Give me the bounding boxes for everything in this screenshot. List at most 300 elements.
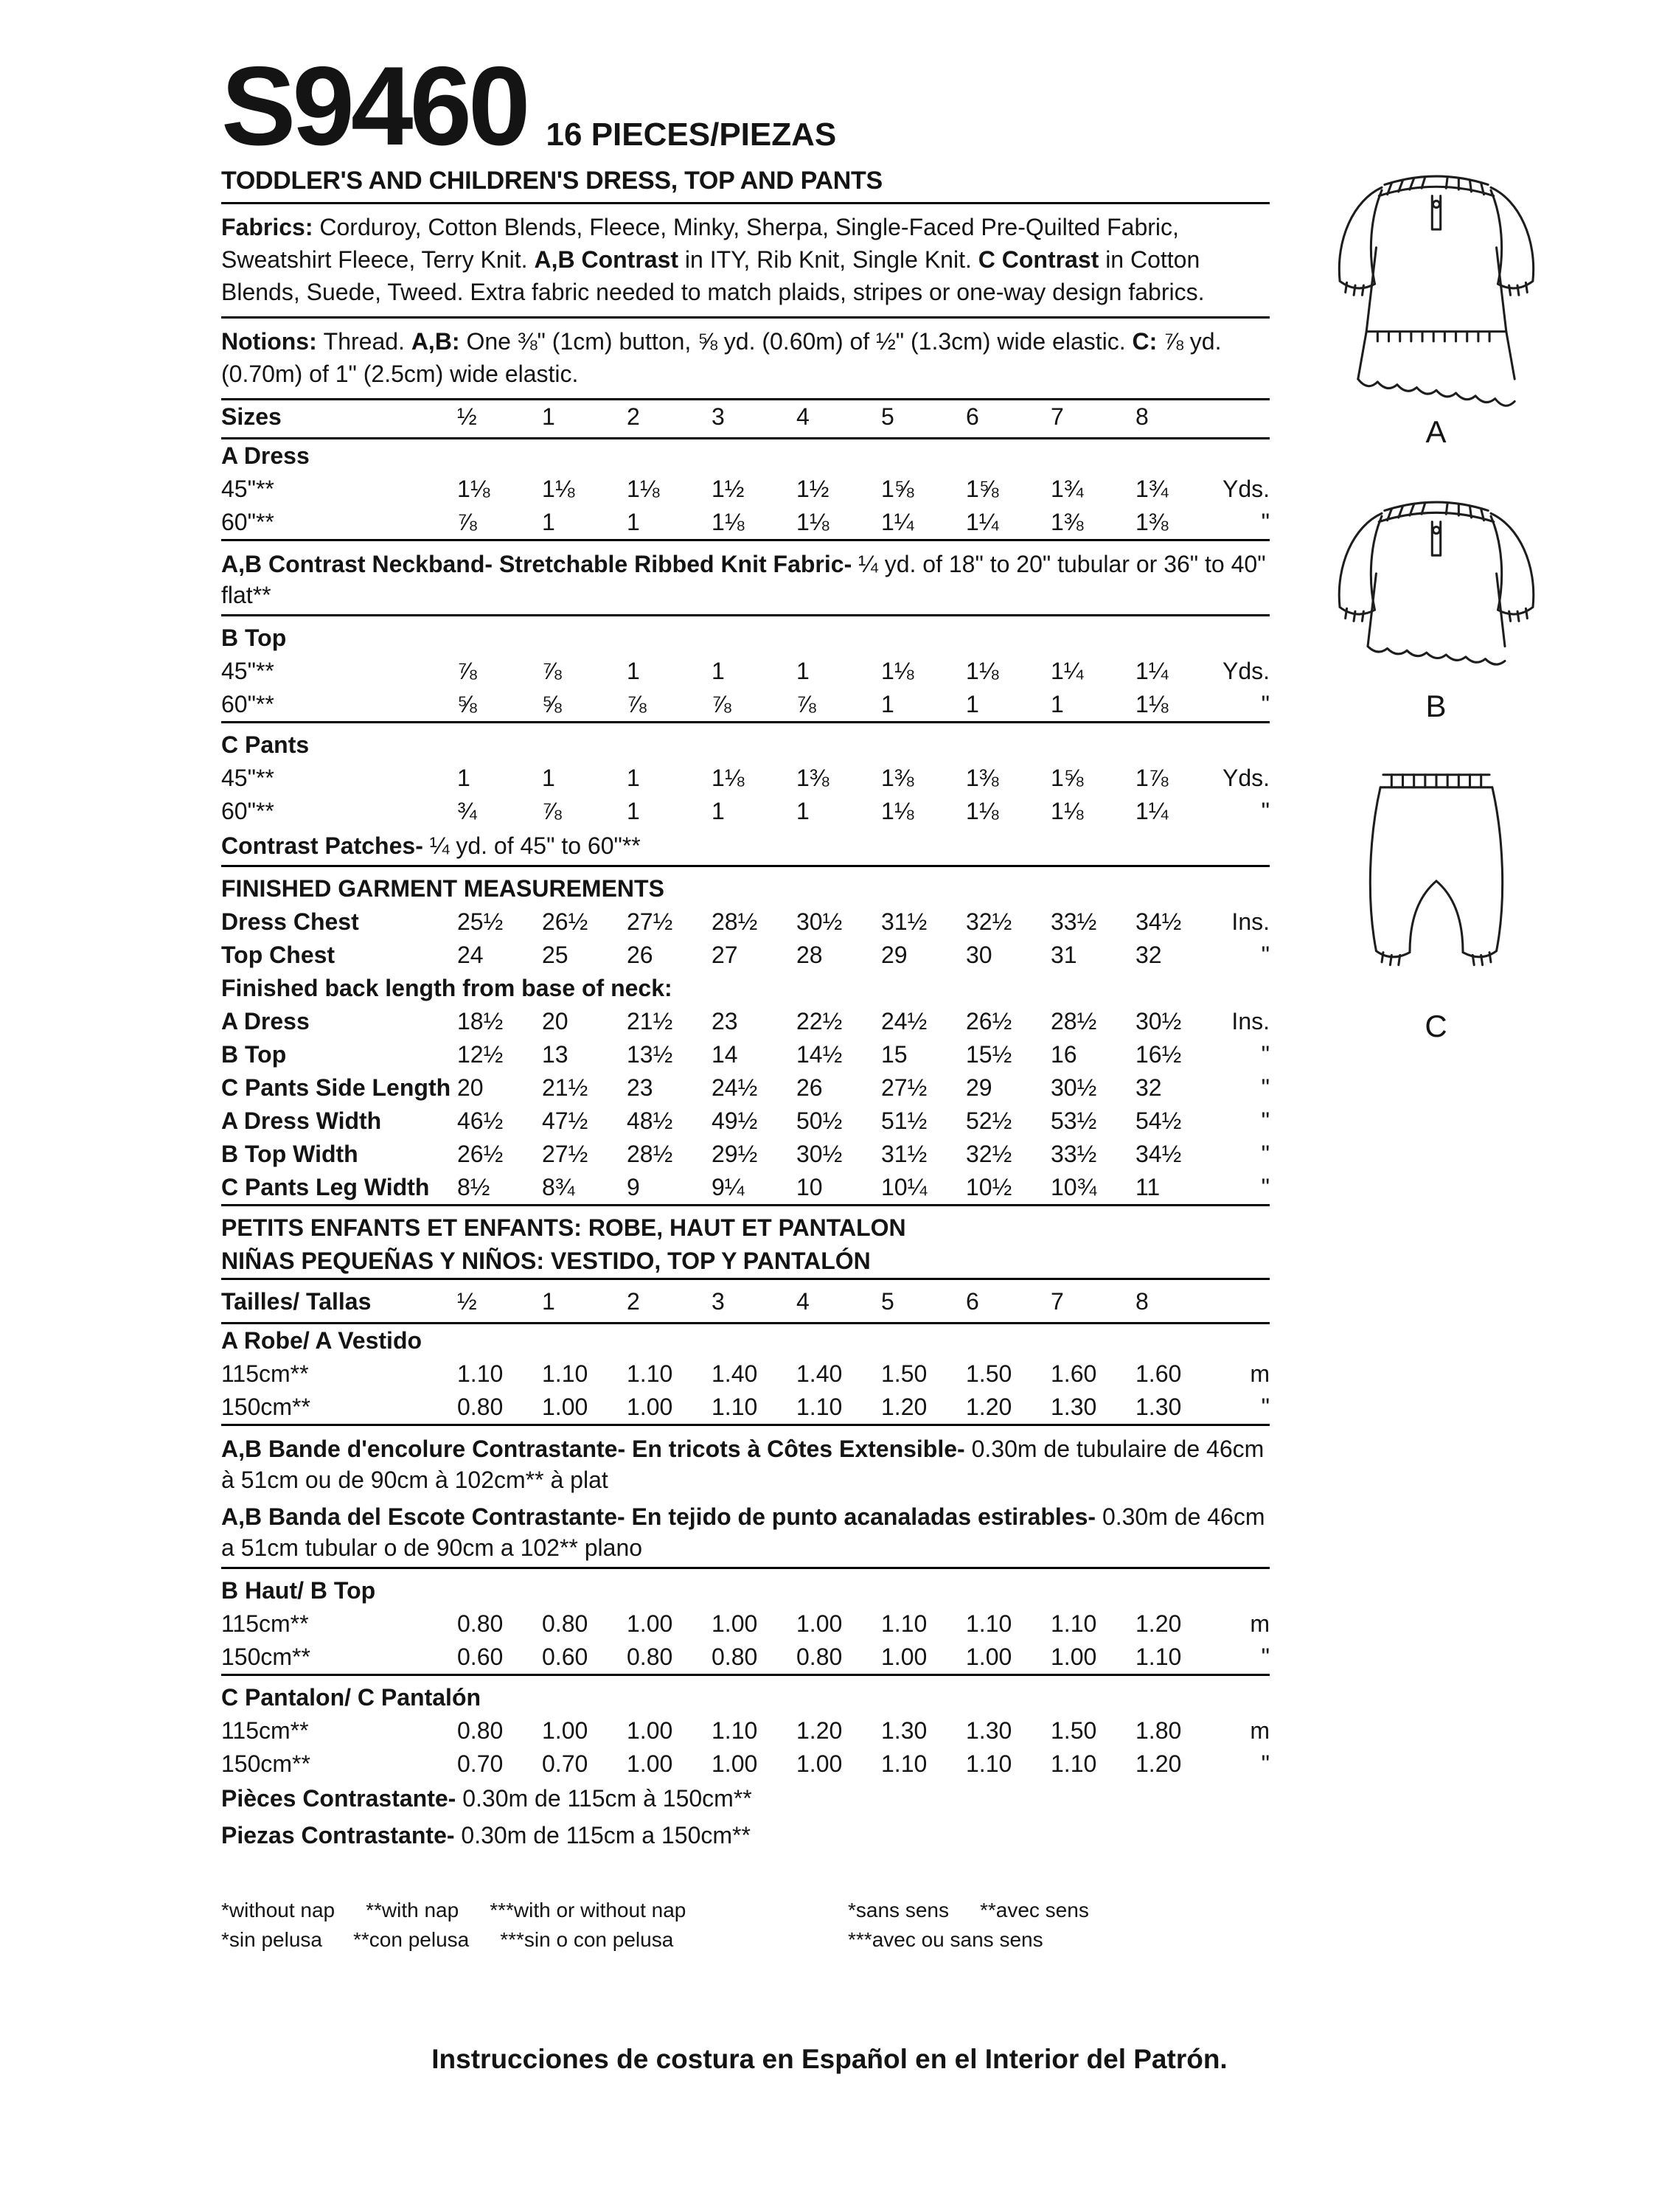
garment-b-label: B (1425, 689, 1447, 723)
size-value: 50½ (796, 1107, 843, 1134)
size-value: 29 (966, 1074, 992, 1101)
text-segment: One ⅜" (1cm) button, ⅝ yd. (0.60m) of ½" (1.3cm) wide elastic. (466, 328, 1133, 355)
size-value: 1¾ (1135, 476, 1169, 502)
size-value: 1⅜ (1051, 509, 1084, 535)
size-value: 4 (796, 1288, 810, 1315)
size-value: 47½ (542, 1107, 588, 1134)
size-value: 1.30 (1051, 1394, 1097, 1420)
size-value: 21½ (542, 1074, 588, 1101)
unit-label: Yds. (1222, 658, 1270, 684)
top-b-illustration (1296, 490, 1576, 681)
size-value: ⅞ (712, 691, 731, 717)
footnotes (221, 1896, 1270, 1955)
unit-label: " (1261, 691, 1270, 717)
table-row-sec (221, 1567, 1270, 1607)
footnote-item: **with nap (366, 1899, 459, 1921)
footnote-line-spanish (221, 1925, 848, 1955)
text-segment: A,B Contrast Neckband- Stretchable Ribbed Knit Fabric- (221, 551, 859, 577)
size-value: 10 (796, 1174, 823, 1200)
size-value: 4 (796, 403, 810, 430)
table-row-data (221, 688, 1270, 721)
size-value: 31 (1051, 942, 1077, 968)
size-value: 8 (1135, 403, 1149, 430)
table-row-heads (221, 1278, 1270, 1324)
size-value: 28½ (627, 1141, 673, 1167)
size-value: 30½ (1135, 1008, 1182, 1034)
size-value: 13 (542, 1041, 568, 1068)
unit-label: " (1261, 1174, 1270, 1200)
table-row-data (221, 1607, 1270, 1641)
size-value: 1½ (712, 476, 745, 502)
text-segment: A,B Contrast (534, 246, 685, 273)
unit-label: " (1261, 798, 1270, 824)
table-row-data (221, 1391, 1270, 1424)
size-value: 31½ (881, 908, 928, 935)
size-value: 21½ (627, 1008, 673, 1034)
garment-a-label: A (1425, 414, 1447, 449)
size-value: 26½ (966, 1008, 1012, 1034)
size-value: 1⅛ (966, 798, 999, 824)
size-value: 1⅛ (796, 509, 830, 535)
size-value: 1.00 (627, 1750, 673, 1777)
size-value: 0.60 (542, 1644, 588, 1670)
table-row-data (221, 1005, 1270, 1038)
size-value: 24½ (881, 1008, 928, 1034)
footnote-item: ***sin o con pelusa (500, 1928, 674, 1951)
size-value: 29½ (712, 1141, 758, 1167)
size-value: 1⅜ (966, 765, 999, 791)
size-value: 1¼ (881, 509, 914, 535)
size-value: ¾ (457, 798, 477, 824)
table-row-note (221, 1818, 1270, 1854)
size-value: 1.20 (1135, 1610, 1182, 1637)
size-value: 28½ (712, 908, 758, 935)
size-value: 1.10 (1135, 1644, 1182, 1670)
garment-b-figure (1296, 490, 1576, 724)
table-row-data (221, 762, 1270, 795)
size-value: 27 (712, 942, 738, 968)
notions-paragraph (221, 319, 1270, 400)
table-row-data (221, 1071, 1270, 1105)
size-value: 3 (712, 1288, 725, 1315)
text-segment: ¼ yd. of 45" to 60"** (429, 832, 641, 859)
size-value: 1 (627, 765, 640, 791)
garment-a-figure (1296, 164, 1576, 450)
text-segment: ⅞ yd. (0.70m) of 1" (2.5cm) wide elastic. (221, 328, 1222, 387)
unit-label: " (1261, 1394, 1270, 1420)
size-value: 51½ (881, 1107, 928, 1134)
size-value: 34½ (1135, 908, 1182, 935)
unit-label: Ins. (1231, 908, 1270, 935)
size-value: 1⅛ (1051, 798, 1084, 824)
size-value: 1.30 (1135, 1394, 1182, 1420)
size-value: 6 (966, 1288, 979, 1315)
size-value: 20 (457, 1074, 484, 1101)
table-row-data (221, 1747, 1270, 1781)
size-value: 1.50 (881, 1360, 928, 1387)
size-value: 1 (796, 658, 810, 684)
size-value: 49½ (712, 1107, 758, 1134)
size-value: 10¾ (1051, 1174, 1097, 1200)
size-value: 26 (796, 1074, 823, 1101)
unit-label: " (1261, 1750, 1270, 1777)
text-segment: 0.30m de 46cm a 51cm tubular o de 90cm a 102** plano (221, 1503, 1265, 1561)
size-value: 30½ (796, 908, 843, 935)
size-value: 1 (542, 509, 555, 535)
size-value: 7 (1051, 1288, 1064, 1315)
size-value: 1⅜ (1135, 509, 1169, 535)
size-value: 26 (627, 942, 653, 968)
unit-label: " (1261, 1644, 1270, 1670)
footnote-item: ***with or without nap (490, 1899, 686, 1921)
size-value: 28 (796, 942, 823, 968)
size-value: 12½ (457, 1041, 504, 1068)
size-value: 16½ (1135, 1041, 1182, 1068)
table-row-note (221, 539, 1270, 614)
row-label: B Top Width (221, 1141, 358, 1167)
size-value: 1⅜ (881, 765, 914, 791)
text-segment: 0.30m de 115cm a 150cm** (461, 1822, 751, 1848)
size-value: 1⅛ (712, 765, 745, 791)
unit-label: Yds. (1222, 476, 1270, 502)
size-value: 1.00 (712, 1610, 758, 1637)
size-value: 1⅛ (457, 476, 490, 502)
size-value: 9 (627, 1174, 640, 1200)
size-value: ⅝ (542, 691, 562, 717)
size-value: 0.70 (542, 1750, 588, 1777)
row-label: 150cm** (221, 1644, 310, 1670)
size-value: 1.50 (1051, 1717, 1097, 1744)
section-label: PETITS ENFANTS ET ENFANTS: ROBE, HAUT ET PANTALON (221, 1214, 906, 1241)
table-row-data (221, 1714, 1270, 1747)
text-segment: Fabrics: (221, 214, 320, 240)
size-value: 7 (1051, 403, 1064, 430)
text-segment: Notions: (221, 328, 324, 355)
text-segment: A,B: (411, 328, 467, 355)
size-value: 1.30 (966, 1717, 1012, 1744)
size-value: 32½ (966, 908, 1012, 935)
size-value: 0.70 (457, 1750, 504, 1777)
size-value: ⅝ (457, 691, 477, 717)
text-segment: A,B Bande d'encolure Contrastante- En tricots à Côtes Extensible- (221, 1436, 972, 1462)
unit-label: " (1261, 1107, 1270, 1134)
pattern-number: S9460 (221, 44, 527, 170)
table-row-data (221, 473, 1270, 506)
footnotes-right (848, 1896, 1270, 1955)
size-value: 1.10 (542, 1360, 588, 1387)
size-value: 1.10 (796, 1394, 843, 1420)
section-label: A Dress (221, 442, 310, 469)
size-value: 1.20 (796, 1717, 843, 1744)
section-label: B Top (221, 625, 287, 651)
size-value: 10½ (966, 1174, 1012, 1200)
row-label: C Pants Side Length (221, 1074, 451, 1101)
size-value: 30 (966, 942, 992, 968)
unit-label: Yds. (1222, 765, 1270, 791)
unit-label (1220, 1285, 1270, 1318)
text-segment: Thread. (323, 328, 411, 355)
content-column (221, 44, 1270, 1955)
size-value: 1.40 (712, 1360, 758, 1387)
size-value: 13½ (627, 1041, 673, 1068)
size-value: 1.20 (1135, 1750, 1182, 1777)
table-row-data (221, 795, 1270, 828)
size-value: 1.10 (966, 1750, 1012, 1777)
yardage-table (221, 400, 1270, 1854)
size-value: ⅞ (457, 658, 477, 684)
size-value: 1¼ (1051, 658, 1084, 684)
unit-label: " (1261, 942, 1270, 968)
text-segment: C Contrast (978, 246, 1106, 273)
size-value: 24½ (712, 1074, 758, 1101)
size-value: 1 (542, 1288, 555, 1315)
section-label: C Pantalon/ C Pantalón (221, 1684, 481, 1711)
size-value: 1.10 (712, 1394, 758, 1420)
table-row-heads (221, 400, 1270, 439)
size-value: 1⅛ (627, 476, 660, 502)
text-segment: Corduroy, Cotton Blends, Fleece, Minky, Sherpa, Single-Faced Pre-Quilted Fabric, Sweatshirt Fleece, Terry Knit. (221, 214, 1179, 273)
table-row-sec (221, 1204, 1270, 1245)
size-value: 5 (881, 1288, 894, 1315)
size-value: 15½ (966, 1041, 1012, 1068)
table-row-note (221, 1499, 1270, 1567)
row-label: Dress Chest (221, 908, 359, 935)
size-value: 48½ (627, 1107, 673, 1134)
text-segment: C: (1132, 328, 1164, 355)
size-value: 27½ (627, 908, 673, 935)
row-label: B Top (221, 1041, 287, 1068)
size-value: 1¼ (1135, 798, 1169, 824)
section-label: C Pants (221, 731, 310, 758)
size-value: 1.00 (542, 1394, 588, 1420)
size-value: 1⅝ (881, 476, 914, 502)
size-value: 22½ (796, 1008, 843, 1034)
row-label: 45"** (221, 658, 274, 684)
section-label: B Haut/ B Top (221, 1577, 376, 1604)
text-segment: Contrast Patches- (221, 832, 430, 859)
size-value: 2 (627, 1288, 640, 1315)
table-row-sec (221, 439, 1270, 473)
size-value: 1⅝ (1051, 765, 1084, 791)
size-value: 1 (627, 798, 640, 824)
row-label: 115cm** (221, 1610, 309, 1637)
size-value: 27½ (542, 1141, 588, 1167)
size-value: 1¼ (966, 509, 999, 535)
size-value: ⅞ (627, 691, 647, 717)
size-value: 1.10 (1051, 1750, 1097, 1777)
size-value: 20 (542, 1008, 568, 1034)
size-value: 26½ (542, 908, 588, 935)
size-value: 1.10 (712, 1717, 758, 1744)
table-row-sec (221, 721, 1270, 762)
size-value: 1.00 (627, 1394, 673, 1420)
row-label: 150cm** (221, 1394, 310, 1420)
size-value: 1⅛ (881, 658, 914, 684)
size-value: 30½ (1051, 1074, 1097, 1101)
size-value: 26½ (457, 1141, 504, 1167)
size-value: 25½ (457, 908, 504, 935)
size-value: 0.80 (457, 1394, 504, 1420)
row-label: 115cm** (221, 1717, 309, 1744)
size-value: 1 (796, 798, 810, 824)
size-value: 25 (542, 942, 568, 968)
size-value: ⅞ (457, 509, 477, 535)
row-label: 60"** (221, 798, 274, 824)
text-segment: Pièces Contrastante- (221, 1785, 463, 1812)
table-row-sec (221, 614, 1270, 655)
table-row-note (221, 1781, 1270, 1818)
size-value: 10¼ (881, 1174, 928, 1200)
size-value: 1⅞ (1135, 765, 1169, 791)
size-value: 1.00 (796, 1750, 843, 1777)
size-value: 8 (1135, 1288, 1149, 1315)
size-value: ⅞ (542, 658, 562, 684)
size-value: 24 (457, 942, 484, 968)
size-value: 16 (1051, 1041, 1077, 1068)
footnote-item: **con pelusa (352, 1928, 470, 1951)
row-label: 60"** (221, 509, 274, 535)
footnote-item: *sans sens (848, 1899, 949, 1921)
text-segment: Piezas Contrastante- (221, 1822, 462, 1848)
size-value: 1.30 (881, 1717, 928, 1744)
page-title: TODDLER'S AND CHILDREN'S DRESS, TOP AND PANTS (221, 167, 1270, 204)
table-note (221, 828, 1270, 865)
size-value: 1.00 (796, 1610, 843, 1637)
size-value: 27½ (881, 1074, 928, 1101)
size-value: 32 (1135, 942, 1162, 968)
size-value: 29 (881, 942, 908, 968)
footnote-line-english (221, 1896, 848, 1925)
text-segment: A,B Banda del Escote Contrastante- En tejido de punto acanaladas estirables- (221, 1503, 1102, 1530)
row-label: Top Chest (221, 942, 335, 968)
size-value: 1 (712, 798, 725, 824)
table-row-data (221, 1641, 1270, 1674)
row-label: C Pants Leg Width (221, 1174, 430, 1200)
table-row-note (221, 828, 1270, 865)
table-row-sec (221, 972, 1270, 1005)
text-segment: in ITY, Rib Knit, Single Knit. (684, 246, 978, 273)
row-label: A Dress (221, 1008, 310, 1034)
footnote-line-french (848, 1896, 1270, 1955)
text-segment: 0.30m de 115cm à 150cm** (462, 1785, 752, 1812)
size-value: 54½ (1135, 1107, 1182, 1134)
table-row-data (221, 1138, 1270, 1171)
row-label: Tailles/ Tallas (221, 1288, 372, 1315)
table-note (221, 546, 1270, 614)
unit-label: " (1261, 509, 1270, 535)
size-value: 1.00 (627, 1717, 673, 1744)
size-value: 0.80 (457, 1610, 504, 1637)
table-note (221, 1781, 1270, 1818)
size-value: 8¾ (542, 1174, 575, 1200)
size-value: 1⅜ (796, 765, 830, 791)
size-value: 46½ (457, 1107, 504, 1134)
size-value: 30½ (796, 1141, 843, 1167)
size-value: 23 (712, 1008, 738, 1034)
size-value: 33½ (1051, 908, 1097, 935)
size-value: 1 (627, 658, 640, 684)
size-value: 1.60 (1135, 1360, 1182, 1387)
size-value: 11 (1135, 1174, 1161, 1200)
size-value: 1¼ (1135, 658, 1169, 684)
unit-label: " (1261, 1041, 1270, 1068)
row-label: A Dress Width (221, 1107, 382, 1134)
text-segment: ¼ yd. of 18" to 20" tubular or 36" to 40" flat** (221, 551, 1266, 608)
table-row-data (221, 1105, 1270, 1138)
size-value: 1.40 (796, 1360, 843, 1387)
size-value: 1 (627, 509, 640, 535)
table-row-sec (221, 865, 1270, 905)
size-value: 31½ (881, 1141, 928, 1167)
size-value: ½ (457, 403, 477, 430)
size-value: 1.10 (881, 1750, 928, 1777)
table-row-data (221, 1357, 1270, 1391)
size-value: 1¾ (1051, 476, 1084, 502)
size-value: 1 (966, 691, 979, 717)
footnote-item: ***avec ou sans sens (848, 1928, 1043, 1951)
size-value: 1⅛ (1135, 691, 1169, 717)
section-label: FINISHED GARMENT MEASUREMENTS (221, 875, 664, 902)
pieces-count: 16 PIECES/PIEZAS (546, 116, 837, 153)
size-value: 53½ (1051, 1107, 1097, 1134)
size-value: 1.00 (1051, 1644, 1097, 1670)
table-row-data (221, 1038, 1270, 1071)
size-value: 1⅛ (881, 798, 914, 824)
size-value: 15 (881, 1041, 908, 1068)
size-value: 52½ (966, 1107, 1012, 1134)
table-row-note (221, 1424, 1270, 1499)
size-value: 0.80 (712, 1644, 758, 1670)
size-value: 33½ (1051, 1141, 1097, 1167)
garment-c-figure (1296, 758, 1576, 1044)
size-value: 1.50 (966, 1360, 1012, 1387)
size-value: 1.00 (627, 1610, 673, 1637)
size-value: 3 (712, 403, 725, 430)
table-row-data (221, 1171, 1270, 1204)
size-value: 1.00 (542, 1717, 588, 1744)
table-note (221, 1499, 1270, 1567)
size-value: 0.60 (457, 1644, 504, 1670)
size-value: 1½ (796, 476, 830, 502)
section-label: A Robe/ A Vestido (221, 1327, 422, 1354)
size-value: 1.20 (966, 1394, 1012, 1420)
footnote-item: *without nap (221, 1899, 335, 1921)
unit-label: m (1250, 1360, 1270, 1387)
size-value: 8½ (457, 1174, 490, 1200)
table-row-data (221, 655, 1270, 688)
fabrics-paragraph (221, 204, 1270, 319)
table-note (221, 1431, 1270, 1499)
size-value: 1.10 (457, 1360, 504, 1387)
size-value: 1.80 (1135, 1717, 1182, 1744)
unit-label: Ins. (1231, 1008, 1270, 1034)
footnote-item: **avec sens (979, 1899, 1089, 1921)
table-row-data (221, 506, 1270, 539)
table-row-sec (221, 1324, 1270, 1357)
size-value: 14 (712, 1041, 738, 1068)
size-value: 0.80 (542, 1610, 588, 1637)
size-value: 28½ (1051, 1008, 1097, 1034)
size-value: 0.80 (627, 1644, 673, 1670)
size-value: 0.80 (457, 1717, 504, 1744)
unit-label: m (1250, 1610, 1270, 1637)
unit-label: " (1261, 1074, 1270, 1101)
size-value: ⅞ (542, 798, 562, 824)
size-value: 1⅛ (542, 476, 575, 502)
size-value: 1.00 (966, 1644, 1012, 1670)
size-value: 32 (1135, 1074, 1162, 1101)
size-value: 2 (627, 403, 640, 430)
